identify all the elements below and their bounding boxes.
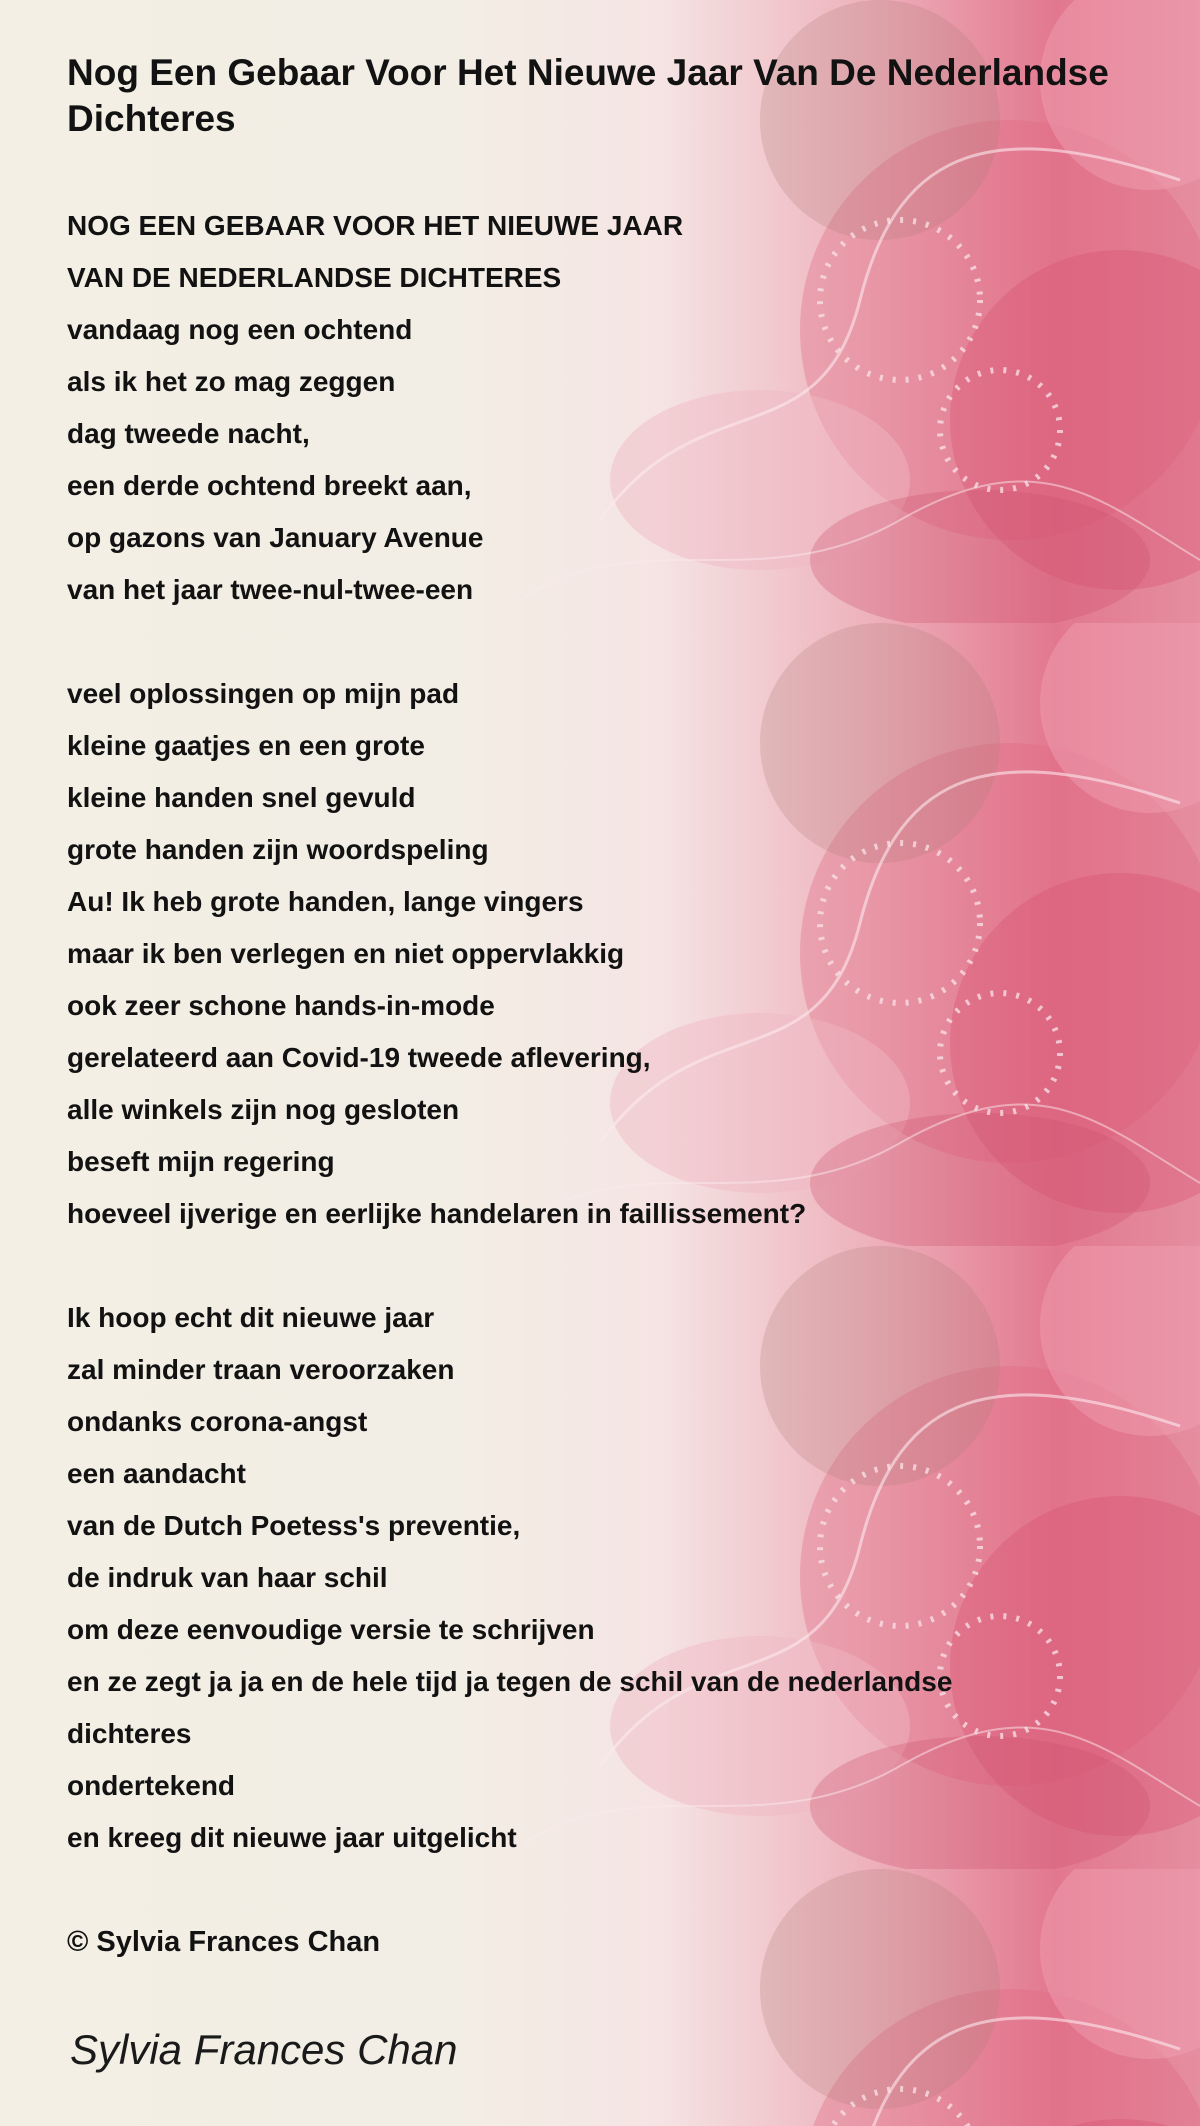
- poem-line: hoeveel ijverige en eerlijke handelaren in faillissement?: [67, 1198, 807, 1229]
- poem-line: een aandacht: [67, 1458, 246, 1489]
- poem-line: kleine handen snel gevuld: [67, 782, 416, 813]
- poem-line: een derde ochtend breekt aan,: [67, 470, 472, 501]
- poem-body: [67, 200, 1177, 1864]
- poem-line: alle winkels zijn nog gesloten: [67, 1094, 460, 1125]
- poem-line: vandaag nog een ochtend: [67, 314, 413, 345]
- poem-line: dag tweede nacht,: [67, 418, 310, 449]
- page-title: Nog Een Gebaar Voor Het Nieuwe Jaar Van De Nederlandse Dichteres: [67, 52, 1109, 139]
- poem-line: van de Dutch Poetess's preventie,: [67, 1510, 521, 1541]
- poem-line: ondertekend: [67, 1770, 236, 1801]
- poem-line: grote handen zijn woordspeling: [67, 834, 489, 865]
- poem-line: en kreeg dit nieuwe jaar uitgelicht: [67, 1822, 517, 1853]
- poem-line: de indruk van haar schil: [67, 1562, 388, 1593]
- poem-line: en ze zegt ja ja en de hele tijd ja tegen de schil van de nederlandse: [67, 1666, 953, 1697]
- poem-line: om deze eenvoudige versie te schrijven: [67, 1614, 595, 1645]
- poem-line: zal minder traan veroorzaken: [67, 1354, 455, 1385]
- poem-line: als ik het zo mag zeggen: [67, 366, 396, 397]
- poem-line: NOG EEN GEBAAR VOOR HET NIEUWE JAAR: [67, 210, 684, 241]
- poem-line: kleine gaatjes en een grote: [67, 730, 425, 761]
- poem-line: veel oplossingen op mijn pad: [67, 678, 460, 709]
- author-signature: Sylvia Frances Chan: [70, 2026, 458, 2073]
- poem-line: ook zeer schone hands-in-mode: [67, 990, 495, 1021]
- poem-line: VAN DE NEDERLANDSE DICHTERES: [67, 262, 562, 293]
- poem-line: Au! Ik heb grote handen, lange vingers: [67, 886, 584, 917]
- poem-line: dichteres: [67, 1718, 192, 1749]
- poem-line: maar ik ben verlegen en niet oppervlakkig: [67, 938, 625, 969]
- poem-line: van het jaar twee-nul-twee-een: [67, 574, 474, 605]
- poem-line: gerelateerd aan Covid-19 tweede aflevering,: [67, 1042, 651, 1073]
- stanza-break: [67, 1240, 1177, 1292]
- poem-line: op gazons van January Avenue: [67, 522, 484, 553]
- poem-line: Ik hoop echt dit nieuwe jaar: [67, 1302, 435, 1333]
- stanza-break: [67, 616, 1177, 668]
- copyright-notice: © Sylvia Frances Chan: [67, 1926, 381, 1958]
- poem-line: beseft mijn regering: [67, 1146, 335, 1177]
- poem-line: ondanks corona-angst: [67, 1406, 368, 1437]
